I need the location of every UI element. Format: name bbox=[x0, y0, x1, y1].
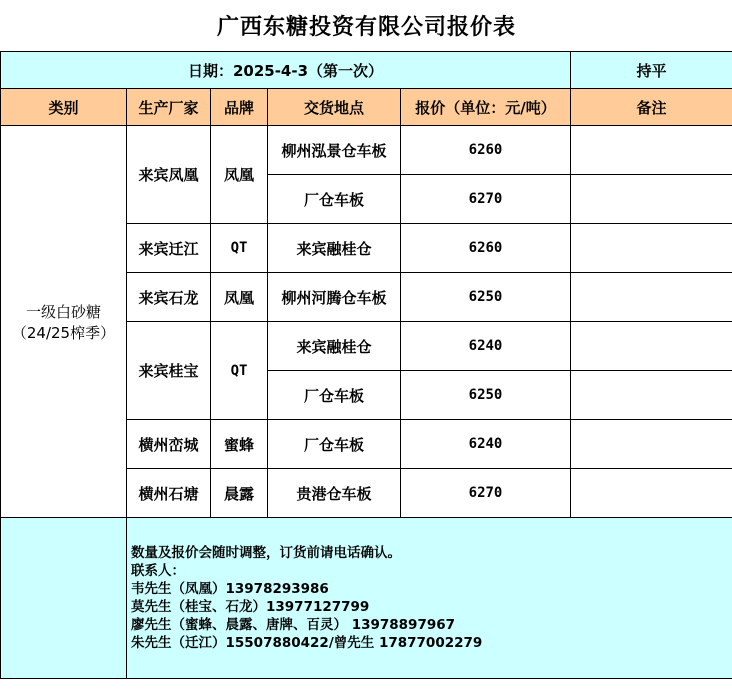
header-price: 报价（单位：元/吨） bbox=[401, 89, 571, 126]
remark-cell bbox=[571, 175, 732, 224]
manufacturer-cell: 来宾桂宝 bbox=[127, 322, 211, 420]
price-cell: 6270 bbox=[401, 469, 571, 518]
location-cell: 厂仓车板 bbox=[268, 420, 401, 469]
brand-cell: 凤凰 bbox=[211, 273, 268, 322]
date-text: 日期：2025-4-3（第一次） bbox=[187, 61, 384, 80]
brand-cell: QT bbox=[211, 322, 268, 420]
price-cell: 6270 bbox=[401, 175, 571, 224]
brand-cell: 晨露 bbox=[211, 469, 268, 518]
trend-cell: 持平 bbox=[571, 52, 732, 89]
price-cell: 6250 bbox=[401, 273, 571, 322]
location-cell: 贵港仓车板 bbox=[268, 469, 401, 518]
location-cell: 柳州河腾仓车板 bbox=[268, 273, 401, 322]
remark-cell bbox=[571, 273, 732, 322]
location-cell: 柳州泓景仓车板 bbox=[268, 126, 401, 175]
page-title: 广西东糖投资有限公司报价表 bbox=[1, 0, 732, 52]
brand-cell: 凤凰 bbox=[211, 126, 268, 224]
price-cell: 6260 bbox=[401, 224, 571, 273]
manufacturer-cell: 来宾迁江 bbox=[127, 224, 211, 273]
note-line: 朱先生（迁江）15507880422/曾先生 17877002279 bbox=[131, 635, 483, 651]
brand-cell: 蜜蜂 bbox=[211, 420, 268, 469]
remark-cell bbox=[571, 126, 732, 175]
location-cell: 厂仓车板 bbox=[268, 371, 401, 420]
remark-cell bbox=[571, 469, 732, 518]
brand-cell: QT bbox=[211, 224, 268, 273]
location-cell: 厂仓车板 bbox=[268, 175, 401, 224]
price-cell: 6240 bbox=[401, 420, 571, 469]
manufacturer-cell: 来宾石龙 bbox=[127, 273, 211, 322]
header-location: 交货地点 bbox=[268, 89, 401, 126]
date-cell bbox=[1, 52, 571, 89]
header-manufacturer: 生产厂家 bbox=[127, 89, 211, 126]
location-cell: 来宾融桂仓 bbox=[268, 322, 401, 371]
price-cell: 6260 bbox=[401, 126, 571, 175]
category-cell bbox=[1, 126, 127, 518]
manufacturer-cell: 来宾凤凰 bbox=[127, 126, 211, 224]
remark-cell bbox=[571, 322, 732, 371]
location-cell: 来宾融桂仓 bbox=[268, 224, 401, 273]
note-line: 廖先生（蜜蜂、晨露、唐牌、百灵） 13978897967 bbox=[131, 617, 456, 633]
price-cell: 6250 bbox=[401, 371, 571, 420]
category-name: 一级白砂糖 bbox=[25, 302, 101, 321]
header-remark: 备注 bbox=[571, 89, 732, 126]
category-season: （24/25榨季） bbox=[11, 323, 116, 342]
remark-cell bbox=[571, 371, 732, 420]
note-line: 韦先生（凤凰）13978293986 bbox=[131, 581, 329, 597]
manufacturer-cell: 横州石塘 bbox=[127, 469, 211, 518]
remark-cell bbox=[571, 420, 732, 469]
note-line: 莫先生（桂宝、石龙）13977127799 bbox=[131, 599, 370, 615]
remark-cell bbox=[571, 224, 732, 273]
note-line: 联系人： bbox=[131, 563, 185, 579]
header-brand: 品牌 bbox=[211, 89, 268, 126]
header-category: 类别 bbox=[1, 89, 127, 126]
note-line: 数量及报价会随时调整，订货前请电话确认。 bbox=[131, 545, 401, 561]
manufacturer-cell: 横州峦城 bbox=[127, 420, 211, 469]
price-cell: 6240 bbox=[401, 322, 571, 371]
notes-cell bbox=[127, 518, 732, 679]
footer-left-cell bbox=[1, 518, 127, 679]
